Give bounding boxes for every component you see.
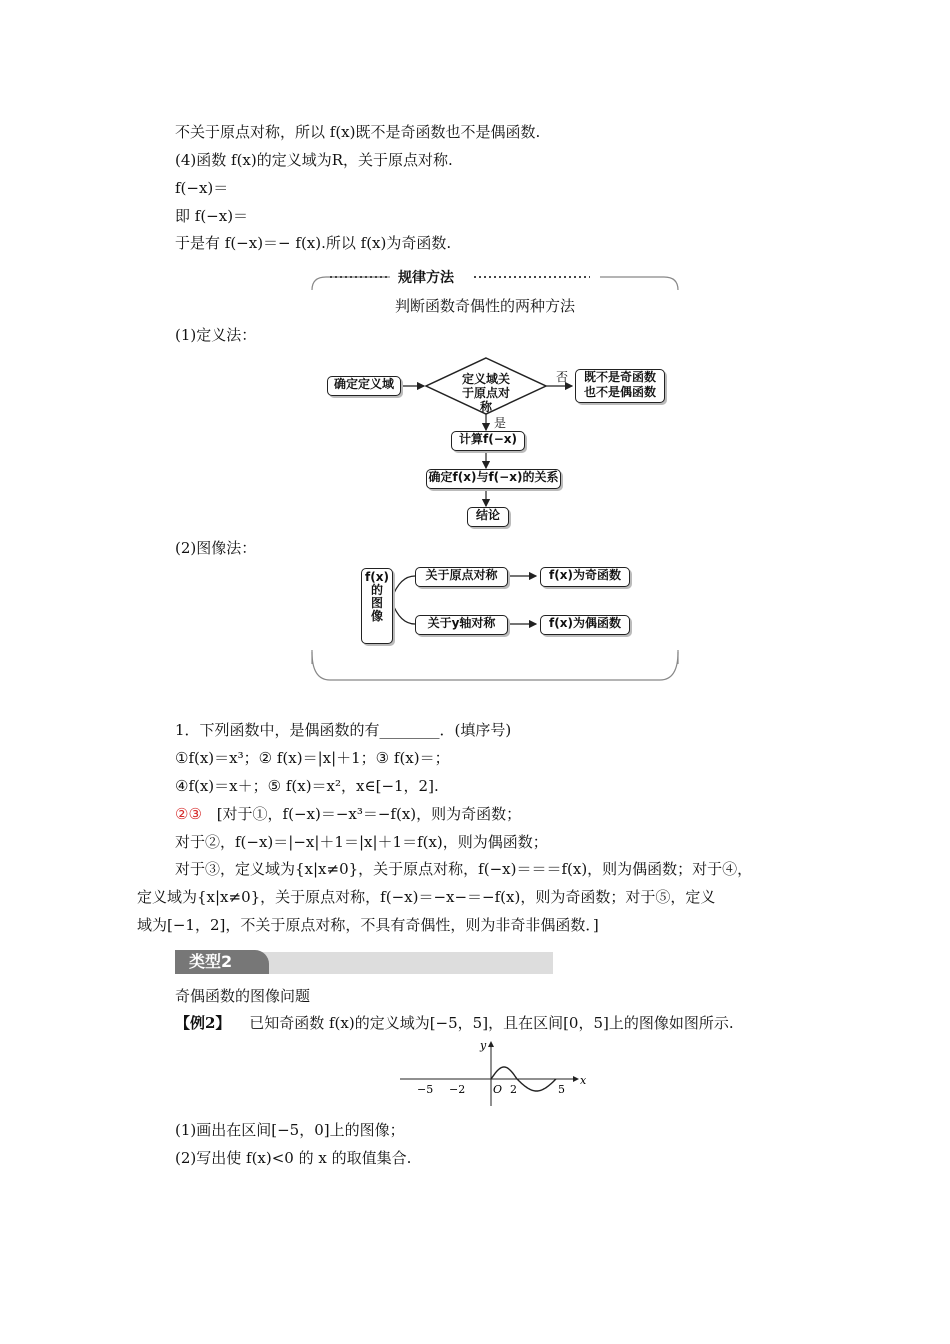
tick-label: −2	[449, 1083, 466, 1096]
y-axis-label: y	[480, 1039, 487, 1052]
method-tag: 规律方法	[394, 267, 458, 287]
x-axis-label: x	[580, 1074, 587, 1087]
example-text: 已知奇函数 f(x)的定义域为[−5，5]，且在区间[0，5]上的图像如图所示.	[249, 1014, 734, 1032]
question-2: (2)写出使 f(x)<0 的 x 的取值集合.	[175, 1149, 412, 1167]
even-function-node: f(x)为偶函数	[540, 615, 630, 635]
decision-label: 定义域关 于原点对称	[461, 372, 510, 414]
tick-label: −5	[417, 1083, 434, 1096]
y-axis-symmetry-node: 关于y轴对称	[415, 615, 508, 635]
type-tab: 类型2	[175, 950, 269, 974]
text-line: 不关于原点对称，所以 f(x)既不是奇函数也不是偶函数.	[175, 123, 541, 141]
tick-label: 2	[510, 1083, 517, 1096]
text-line: 于是有 f(−x)＝− f(x).所以 f(x)为奇函数.	[175, 234, 452, 252]
image-method-label: (2)图像法：	[175, 539, 257, 557]
graph-source-node: f(x) 的 图 像	[361, 568, 393, 644]
text-line: (4)函数 f(x)的定义域为R，关于原点对称.	[175, 151, 453, 169]
answer-explanation: [对于①，f(−x)＝−x³＝−f(x)，则为奇函数；	[216, 805, 522, 823]
tick-label: 5	[558, 1083, 565, 1096]
type-title: 奇偶函数的图像问题	[175, 987, 311, 1005]
branch-curve	[392, 576, 415, 598]
origin-symmetry-node: 关于原点对称	[415, 567, 508, 587]
answer-explanation: 定义域为{x|x≠0}，关于原点对称，f(−x)＝−x−＝−f(x)，则为奇函数；对于⑤，定义	[137, 888, 716, 906]
answer-explanation: 对于②，f(−x)＝|−x|＋1＝|x|＋1＝f(x)，则为偶函数；	[175, 833, 548, 851]
flow-start-node: 确定定义域	[327, 376, 401, 396]
method-title: 判断函数奇偶性的两种方法	[395, 297, 576, 315]
function-graph	[396, 1038, 588, 1110]
definition-method-label: (1)定义法：	[175, 326, 257, 344]
answer-explanation: 域为[−1，2]，不关于原点对称，不具有奇偶性，则为非奇非偶函数．]	[137, 916, 599, 934]
exercise-options: ④f(x)＝x＋；⑤ f(x)＝x²，x∈[−1，2].	[175, 777, 439, 795]
exercise-options: ①f(x)＝x³；② f(x)＝|x|＋1；③ f(x)＝；	[175, 749, 450, 767]
exercise-answer: ②③	[175, 805, 202, 823]
example-tag: 【例2】	[175, 1014, 231, 1032]
odd-function-node: f(x)为奇函数	[540, 567, 630, 587]
text-line: 即 f(−x)＝	[175, 207, 249, 225]
answer-explanation: 对于③，定义域为{x|x≠0}，关于原点对称，f(−x)＝＝＝f(x)，则为偶函数；对于④，	[175, 860, 753, 878]
yes-label: 是	[494, 416, 507, 430]
text-line: f(−x)＝	[175, 179, 229, 197]
flow-compute-node: 计算f(−x)	[451, 431, 525, 451]
exercise-question: 1．下列函数中，是偶函数的有________．(填序号)	[175, 721, 512, 739]
branch-curve	[392, 602, 415, 624]
no-label: 否	[556, 370, 569, 384]
question-1: (1)画出在区间[−5，0]上的图像；	[175, 1121, 405, 1139]
flow-conclusion-node: 结论	[467, 507, 509, 527]
tick-label: O	[493, 1083, 503, 1096]
flow-relation-node: 确定f(x)与f(−x)的关系	[426, 469, 561, 489]
flow-neither-node: 既不是奇函数 也不是偶函数	[575, 369, 665, 403]
